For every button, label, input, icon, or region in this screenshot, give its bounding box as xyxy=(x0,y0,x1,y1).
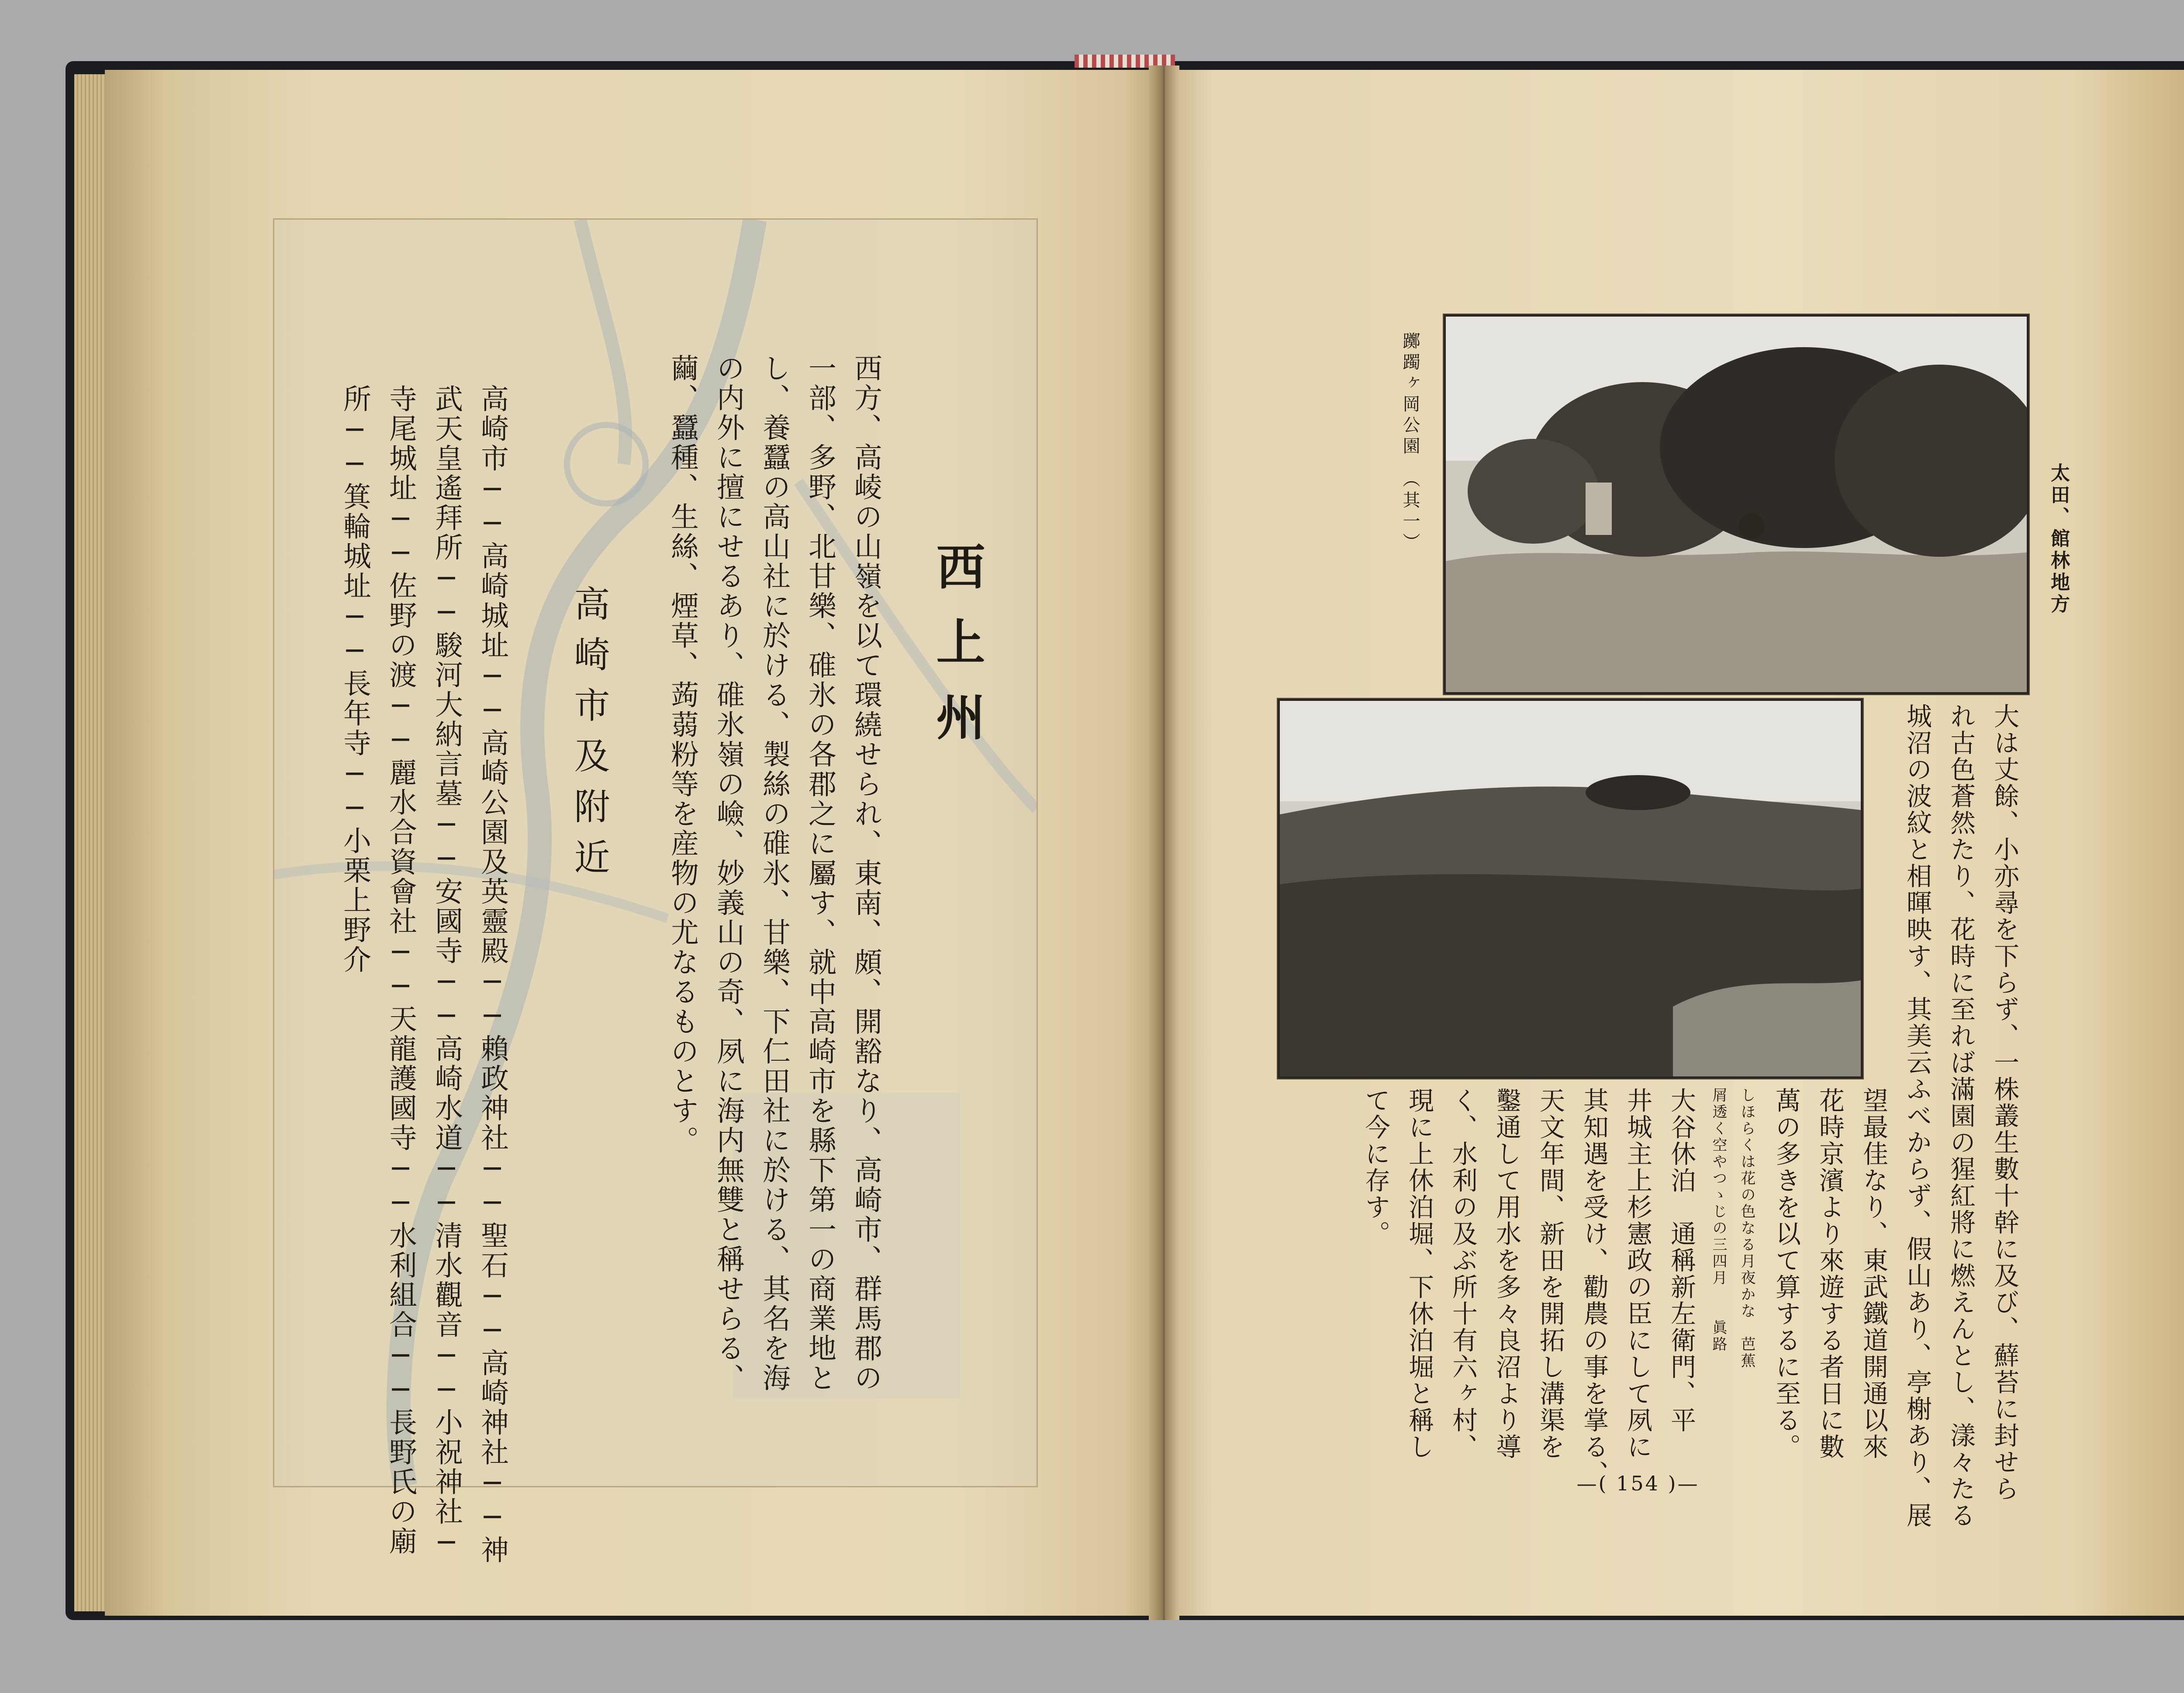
text-line: 望最佳なり、東武鐵道開通以來 xyxy=(1859,1087,1888,1460)
text-line: 現に上休泊堀、下休泊堀と稱し xyxy=(1404,1087,1434,1460)
section-subtitle: 高崎市及附近 xyxy=(568,585,610,889)
text-line: し、養蠶の高山社に於ける、製絲の碓氷、甘樂、下仁田社に於ける、其名を海 xyxy=(758,354,790,1393)
place-line: 武天皇遙拜所──駿河大納言墓──安國寺──高崎水道──清水觀音──小祝神社─ xyxy=(430,384,463,1561)
text-line: 城沼の波紋と相暉映す、其美云ふべからず、假山あり、亭榭あり、展 xyxy=(1902,703,1932,1529)
text-line: 其知遇を受け、勸農の事を掌る、 xyxy=(1579,1087,1609,1487)
text-line: く、水利の及ぶ所十有六ヶ村、 xyxy=(1448,1087,1478,1460)
photo-park-2 xyxy=(1278,699,1863,1079)
text-line: れ古色蒼然たり、花時に至れば滿園の猩紅將に燃えんとし、漾々たる xyxy=(1946,703,1976,1529)
page-number: —( 154 )— xyxy=(1576,1472,1700,1495)
right-page xyxy=(1162,70,2184,1616)
text-line: 一部、多野、北甘樂、碓氷の各郡之に屬す、就中高崎市を縣下第一の商業地と xyxy=(804,354,836,1393)
place-line: 寺尾城址──佐野の渡──麗水合資會社──天龍護國寺──水利組合──長野氏の廟 xyxy=(384,384,417,1556)
page-title: 西上州 xyxy=(928,541,985,767)
haiku-line: しほらくは花の色なる月夜かな 芭蕉 xyxy=(1738,1087,1755,1369)
running-header: 太田、館林地方 xyxy=(2047,463,2070,616)
text-line: 大谷休泊 通稱新左衛門、平 xyxy=(1666,1087,1696,1434)
place-line: 高崎市──高崎城址──高崎公園及英靈殿──賴政神社──聖石──高崎神社──神 xyxy=(476,384,508,1565)
text-line: 大は丈餘、小亦尋を下らず、一株叢生數十幹に及び、蘚苔に封せら xyxy=(1990,703,2019,1502)
text-line: の内外に擅にせるあり、碓氷嶺の嶮、妙義山の奇、夙に海内無雙と稱せらる、 xyxy=(712,354,744,1393)
photo-park-1 xyxy=(1444,314,2029,694)
park-photo-image xyxy=(1280,701,1861,1076)
text-line: 萬の多きを以て算するに至る。 xyxy=(1771,1087,1801,1460)
text-line: 鑿通して用水を多々良沼より導 xyxy=(1492,1087,1521,1460)
park-photo-image xyxy=(1446,317,2027,692)
photo1-caption: 躑躅ヶ岡公園 （其一） xyxy=(1400,332,1420,554)
text-line: 西方、高崚の山嶺を以て環繞せられ、東南、頗、開豁なり、高崎市、群馬郡の xyxy=(850,354,882,1393)
haiku-line: 屑透く空やつゝじの三四月 眞路 xyxy=(1710,1087,1727,1353)
text-line: 花時京濱より來遊する者日に數 xyxy=(1815,1087,1845,1460)
text-line: て今に存す。 xyxy=(1361,1087,1390,1247)
left-page xyxy=(105,70,1166,1616)
text-line: 天文年間、新田を開拓し溝渠を xyxy=(1535,1087,1565,1460)
text-line: 繭、蠶種、生絲、煙草、蒟蒻粉等を産物の尤なるものとす。 xyxy=(666,354,698,1155)
place-line: 所──箕輪城址──長年寺──小栗上野介 xyxy=(339,384,371,975)
book-gutter xyxy=(1149,66,1179,1620)
text-line: 井城主上杉憲政の臣にして夙に xyxy=(1623,1087,1652,1460)
